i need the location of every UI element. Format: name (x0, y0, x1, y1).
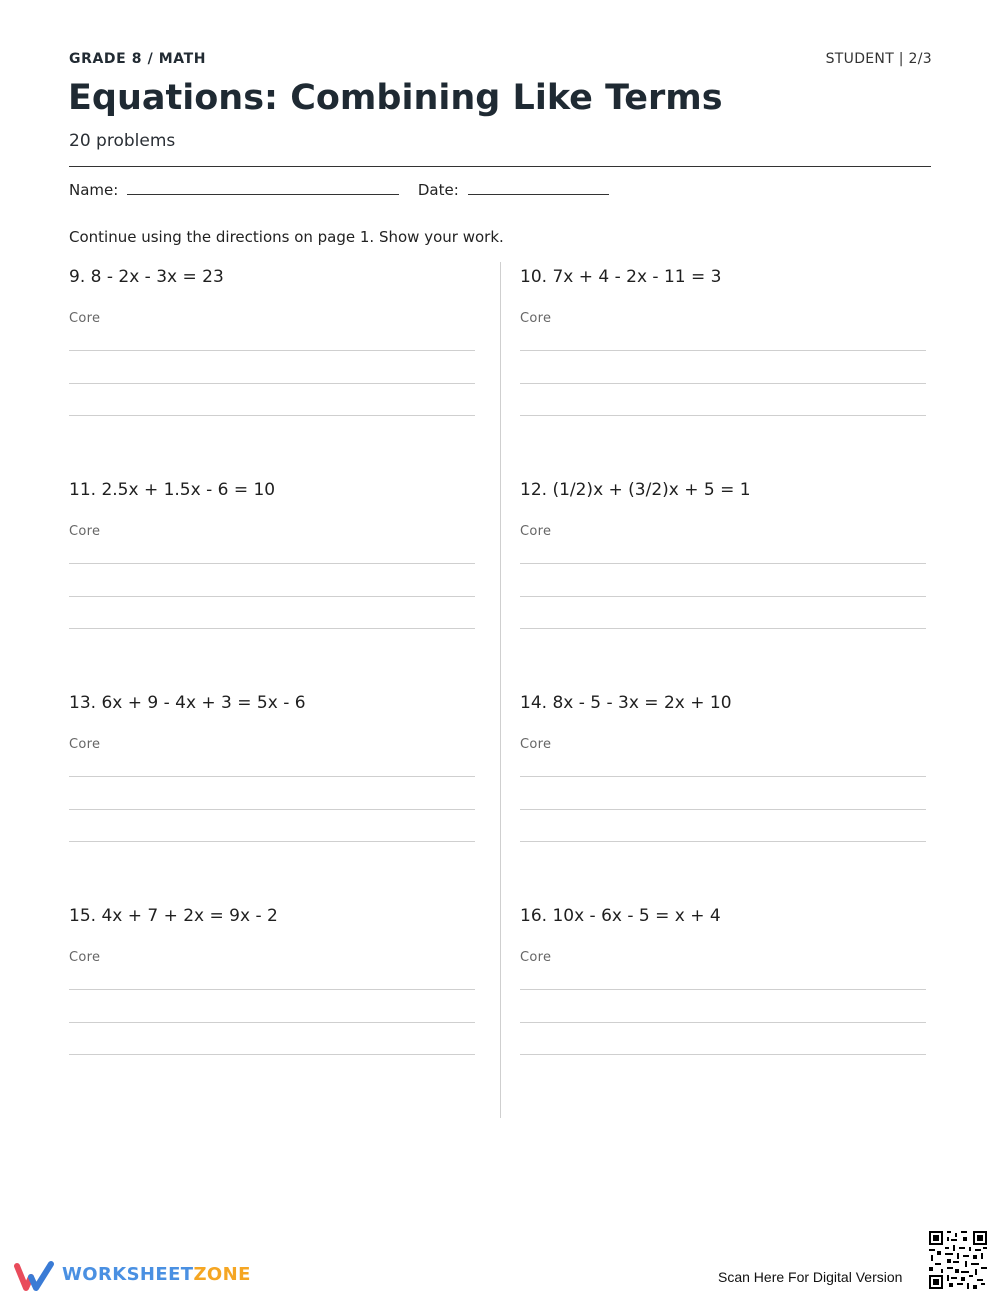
brand-name (62, 1264, 251, 1285)
answer-line[interactable] (520, 989, 926, 990)
answer-line[interactable] (520, 383, 926, 384)
problem-item (520, 480, 926, 640)
problem-tag: Core (69, 950, 101, 965)
problem-item (520, 906, 926, 1066)
problem-text: 9. 8 - 2x - 3x = 23 (69, 267, 224, 287)
worksheet-title: Equations: Combining Like Terms (68, 78, 723, 118)
scan-caption: Scan Here For Digital Version (718, 1269, 903, 1285)
header-divider (69, 166, 931, 167)
problem-text: 14. 8x - 5 - 3x = 2x + 10 (520, 693, 732, 713)
answer-line[interactable] (69, 563, 475, 564)
answer-line[interactable] (520, 350, 926, 351)
problem-tag: Core (520, 311, 552, 326)
problem-tag: Core (520, 737, 552, 752)
answer-line[interactable] (520, 1022, 926, 1023)
problem-text: 13. 6x + 9 - 4x + 3 = 5x - 6 (69, 693, 306, 713)
grade-subject-label: GRADE 8 / MATH (69, 51, 207, 67)
problem-item (69, 267, 475, 427)
brand-part-zone: ZONE (193, 1264, 251, 1285)
problem-item (69, 480, 475, 640)
answer-line[interactable] (69, 596, 475, 597)
problem-text: 11. 2.5x + 1.5x - 6 = 10 (69, 480, 276, 500)
problem-tag: Core (69, 737, 101, 752)
answer-line[interactable] (69, 628, 475, 629)
name-label: Name: (69, 181, 119, 199)
answer-line[interactable] (69, 350, 475, 351)
answer-line[interactable] (69, 383, 475, 384)
answer-line[interactable] (69, 809, 475, 810)
problem-count: 20 problems (69, 131, 176, 151)
answer-line[interactable] (520, 628, 926, 629)
answer-line[interactable] (520, 563, 926, 564)
answer-line[interactable] (69, 776, 475, 777)
date-label: Date: (417, 181, 459, 199)
answer-line[interactable] (520, 1054, 926, 1055)
answer-line[interactable] (520, 415, 926, 416)
page-info: STUDENT | 2/3 (825, 51, 932, 67)
problem-item (69, 906, 475, 1066)
directions-text: Continue using the directions on page 1. Show your work. (69, 228, 504, 246)
date-field[interactable] (468, 180, 609, 195)
qr-code-icon[interactable] (929, 1231, 987, 1289)
name-date-row (69, 180, 609, 199)
problem-text: 16. 10x - 6x - 5 = x + 4 (520, 906, 721, 926)
answer-line[interactable] (69, 1022, 475, 1023)
answer-line[interactable] (520, 841, 926, 842)
answer-line[interactable] (69, 841, 475, 842)
problem-text: 12. (1/2)x + (3/2)x + 5 = 1 (520, 480, 751, 500)
problem-item (69, 693, 475, 853)
name-field[interactable] (127, 180, 399, 195)
answer-line[interactable] (520, 596, 926, 597)
answer-line[interactable] (520, 809, 926, 810)
problem-tag: Core (69, 524, 101, 539)
answer-line[interactable] (69, 415, 475, 416)
answer-line[interactable] (69, 989, 475, 990)
brand-part-worksheet: WORKSHEET (62, 1264, 194, 1285)
answer-line[interactable] (520, 776, 926, 777)
w-logo-icon (14, 1260, 56, 1292)
answer-line[interactable] (69, 1054, 475, 1055)
problem-tag: Core (69, 311, 101, 326)
problem-item (520, 267, 926, 427)
worksheetzone-logo[interactable] (14, 1260, 254, 1292)
problem-text: 15. 4x + 7 + 2x = 9x - 2 (69, 906, 278, 926)
problem-tag: Core (520, 524, 552, 539)
column-divider (500, 262, 501, 1118)
problem-text: 10. 7x + 4 - 2x - 11 = 3 (520, 267, 722, 287)
problem-item (520, 693, 926, 853)
problem-tag: Core (520, 950, 552, 965)
